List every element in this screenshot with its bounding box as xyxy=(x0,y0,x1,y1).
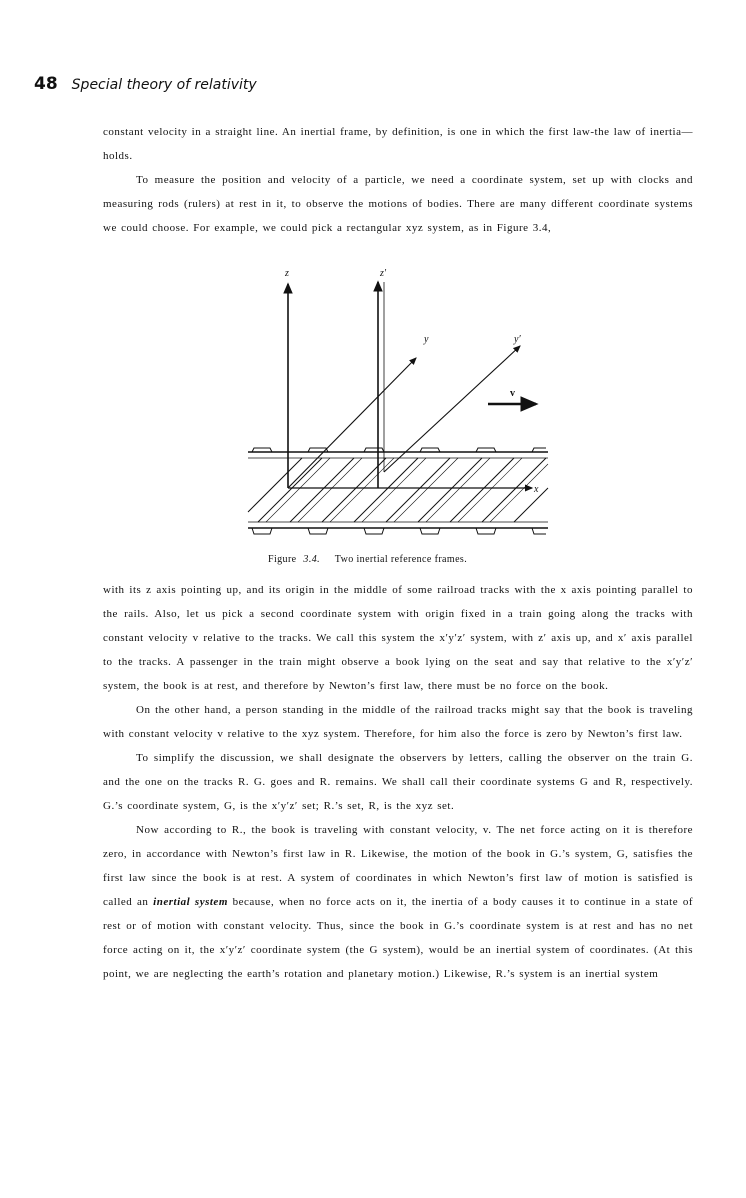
caption-number: 3.4. xyxy=(303,554,321,565)
paragraph-1: constant velocity in a straight line. An inertial frame, by definition, is one in which the first law-the law of inertia—holds. xyxy=(103,126,693,162)
page-header xyxy=(34,74,257,94)
label-v: v xyxy=(510,388,515,399)
paragraph-6 xyxy=(103,818,693,986)
label-x: x xyxy=(534,484,539,495)
label-z-prime: z′ xyxy=(380,268,387,279)
paragraph-2: To measure the position and velocity of a particle, we need a coordinate system, set up with clocks and measuring rods (rulers) at rest in it, to observe the motions of bodies. There are many different coordinate systems we could choose. For example, we could pick a rectangular xyz system, as in Figure 3.4, xyxy=(103,174,693,234)
paragraph-5: To simplify the discussion, we shall designate the observers by letters, calling the observer on the train G. and the one on the tracks R. G. goes and R. remains. We shall call their coordinate systems G and R, respectively. G.’s coordinate system, G, is the x′y′z′ set; R.’s set, R, is the xyz set. xyxy=(103,752,693,812)
paragraph-4: On the other hand, a person standing in the middle of the railroad tracks might say that the book is traveling with constant velocity v relative to the xyz system. Therefore, for him also the force is zero by Newton’s first law. xyxy=(103,704,693,740)
figure-caption xyxy=(268,554,568,565)
paragraph-6-part-b: because, when no force acts on it, the inertia of a body causes it to continue in a state of rest or of motion with constant velocity. Thus, since the book in G.’s coordinate system is at rest and has no net force acting on it, the x′y′z′ coordinate system (the G system), would be an inertial system of coordinates. (At this point, we are neglecting the earth’s rotation and planetary motion.) Likewise, R.’s system is an inertial system xyxy=(103,896,694,980)
paragraph-6-part-a: Now according to R., the book is traveling with constant velocity, v. The net force acting on it is therefore zero, in accordance with Newton’s first law in R. Likewise, the motion of the book in G.’s system, G, satisfies the first law since the book is at rest. A system of coordinates in which Newton’s first law of motion is satisfied is called an xyxy=(103,824,693,908)
figure-3-4 xyxy=(230,262,560,552)
label-y-prime: y′ xyxy=(514,334,521,345)
y-prime-axis xyxy=(384,346,520,472)
bottom-text-block xyxy=(103,578,693,986)
term-inertial-system: inertial system xyxy=(153,896,228,908)
label-y: y xyxy=(424,334,429,345)
caption-text: Two inertial reference frames. xyxy=(334,554,468,565)
top-text-block xyxy=(103,120,693,240)
running-title: Special theory of relativity xyxy=(71,77,257,93)
y-axis xyxy=(288,358,416,488)
label-z: z xyxy=(285,268,289,279)
paragraph-3: with its z axis pointing up, and its origin in the middle of some railroad tracks with the x axis pointing parallel to the rails. Also, let us pick a second coordinate system with origin fixed in a train going along the tracks with constant velocity v relative to the tracks. We call this system the x′y′z′ system, with z′ axis up, and x′ axis parallel to the tracks. A passenger in the train might observe a book lying on the seat and say that relative to the x′y′z′ system, the book is at rest, and therefore by Newton’s first law, there must be no force on the book. xyxy=(103,584,693,692)
caption-label: Figure xyxy=(268,554,297,565)
page-number: 48 xyxy=(34,74,58,94)
railroad-tracks xyxy=(248,448,548,534)
